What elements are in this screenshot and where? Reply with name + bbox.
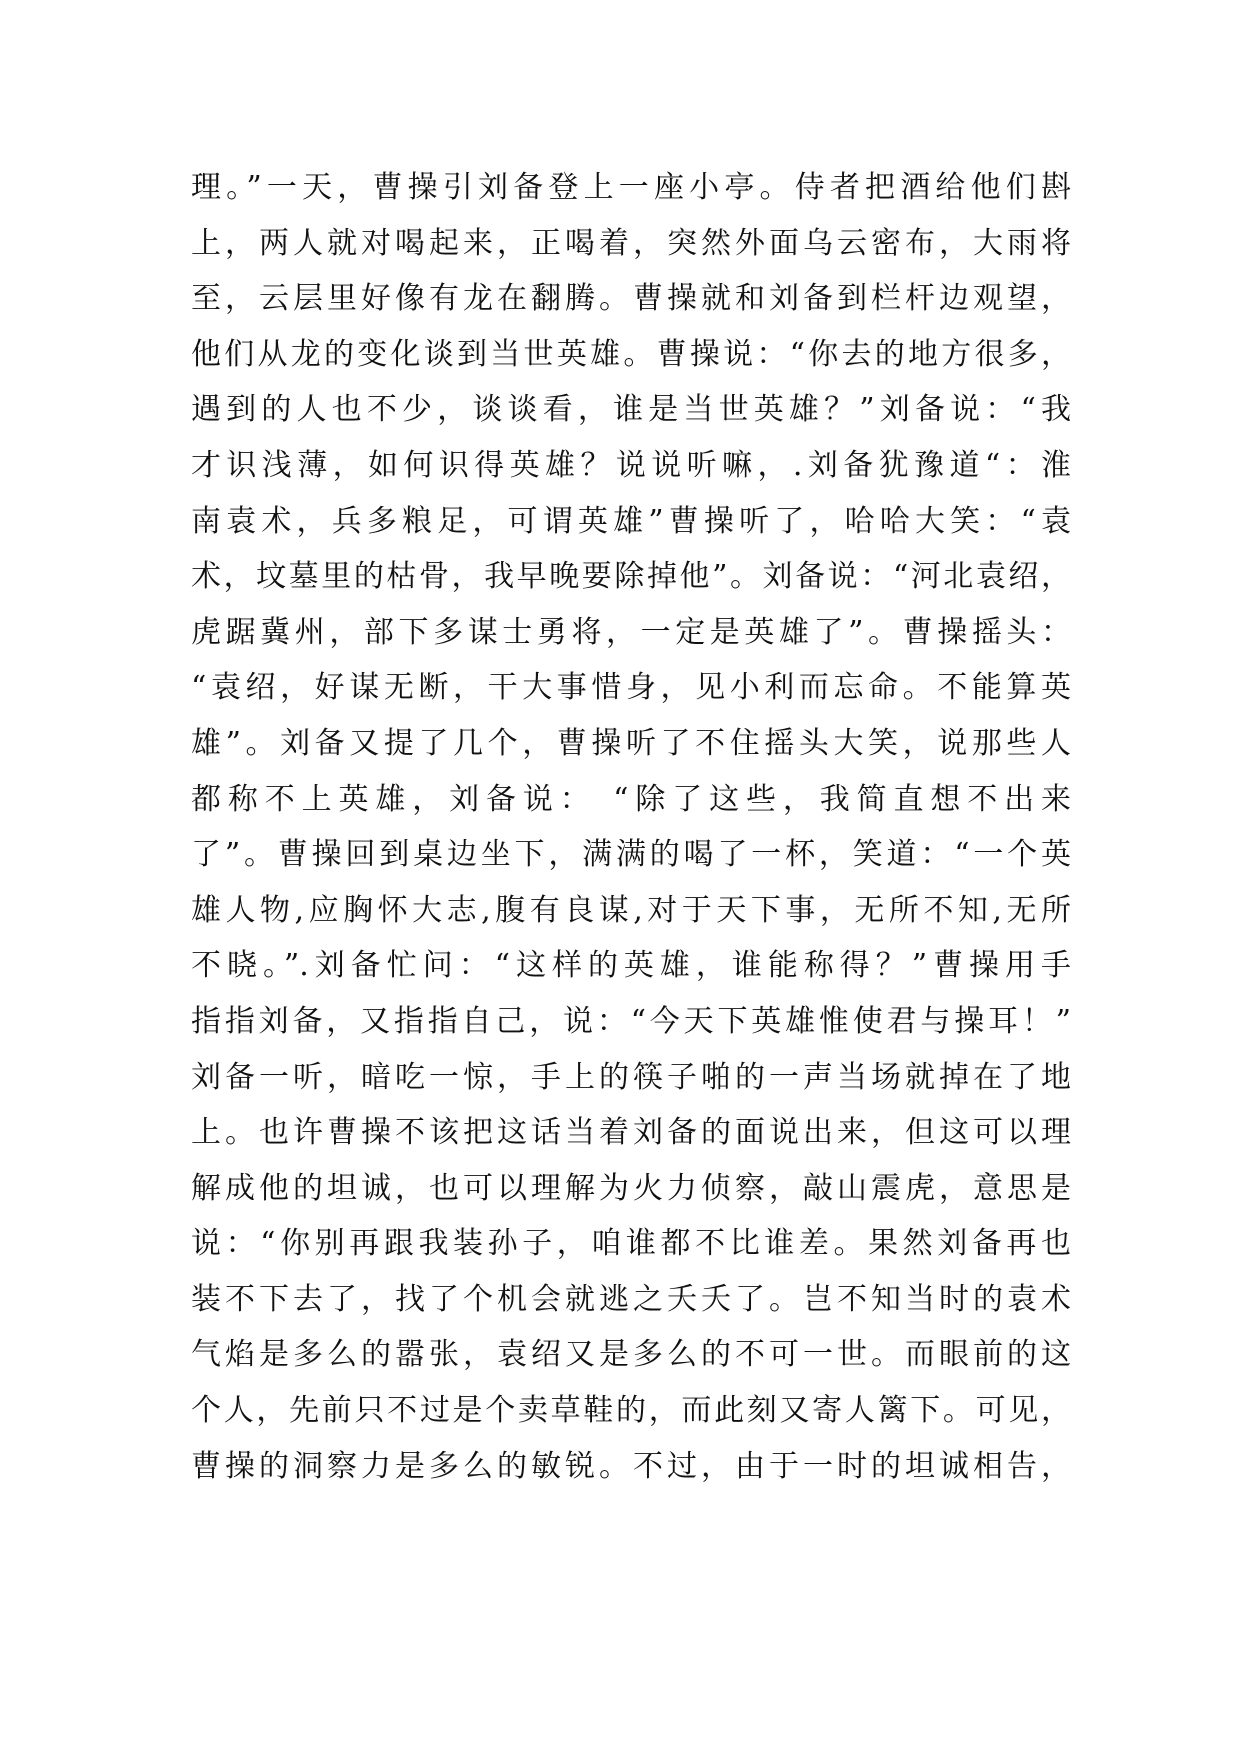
text-line: 术，坟墓里的枯骨，我早晚要除掉他”。刘备说：“河北袁绍， <box>191 559 1071 595</box>
text-line: 不晓。”.刘备忙问：“这样的英雄，谁能称得？”曹操用手 <box>191 948 1071 984</box>
text-line: “袁绍，好谋无断，干大事惜身，见小利而忘命。不能算英 <box>191 670 1071 706</box>
text-line: 气焰是多么的嚣张，袁绍又是多么的不可一世。而眼前的这 <box>191 1337 1071 1373</box>
text-line: 曹操的洞察力是多么的敏锐。不过，由于一时的坦诚相告， <box>191 1448 1071 1484</box>
text-line: 解成他的坦诚，也可以理解为火力侦察，敲山震虎，意思是 <box>191 1170 1071 1206</box>
text-line: 了”。曹操回到桌边坐下，满满的喝了一杯，笑道：“一个英 <box>191 837 1071 873</box>
text-line: 上。也许曹操不该把这话当着刘备的面说出来，但这可以理 <box>191 1115 1071 1151</box>
body-text <box>191 160 1071 1494</box>
text-line: 虎踞冀州，部下多谋士勇将，一定是英雄了”。曹操摇头： <box>191 614 1071 650</box>
text-line: 指指刘备，又指指自己，说：“今天下英雄惟使君与操耳！” <box>191 1003 1071 1039</box>
text-line: 装不下去了，找了个机会就逃之夭夭了。岂不知当时的袁术 <box>191 1281 1071 1317</box>
text-line: 理。”一天，曹操引刘备登上一座小亭。侍者把酒给他们斟 <box>191 170 1071 205</box>
text-line: 上，两人就对喝起来，正喝着，突然外面乌云密布，大雨将 <box>191 225 1071 261</box>
text-line: 至，云层里好像有龙在翻腾。曹操就和刘备到栏杆边观望， <box>191 281 1071 317</box>
text-line: 个人，先前只不过是个卖草鞋的，而此刻又寄人篱下。可见， <box>191 1393 1071 1429</box>
text-line: 遇到的人也不少，谈谈看，谁是当世英雄？”刘备说：“我 <box>191 392 1071 428</box>
text-line: 都称不上英雄，刘备说： “除了这些，我简直想不出来 <box>191 781 1071 817</box>
text-line: 南袁术，兵多粮足，可谓英雄”曹操听了，哈哈大笑：“袁 <box>191 503 1071 539</box>
text-line: 他们从龙的变化谈到当世英雄。曹操说：“你去的地方很多， <box>191 336 1071 372</box>
text-line: 才识浅薄，如何识得英雄？说说听嘛，.刘备犹豫道“：淮 <box>191 447 1071 483</box>
text-line: 雄”。刘备又提了几个，曹操听了不住摇头大笑，说那些人 <box>191 725 1071 761</box>
text-line: 刘备一听，暗吃一惊，手上的筷子啪的一声当场就掉在了地 <box>191 1059 1071 1095</box>
text-line: 雄人物,应胸怀大志,腹有良谋,对于天下事，无所不知,无所 <box>191 892 1071 928</box>
text-line: 说：“你别再跟我装孙子，咱谁都不比谁差。果然刘备再也 <box>191 1226 1071 1262</box>
